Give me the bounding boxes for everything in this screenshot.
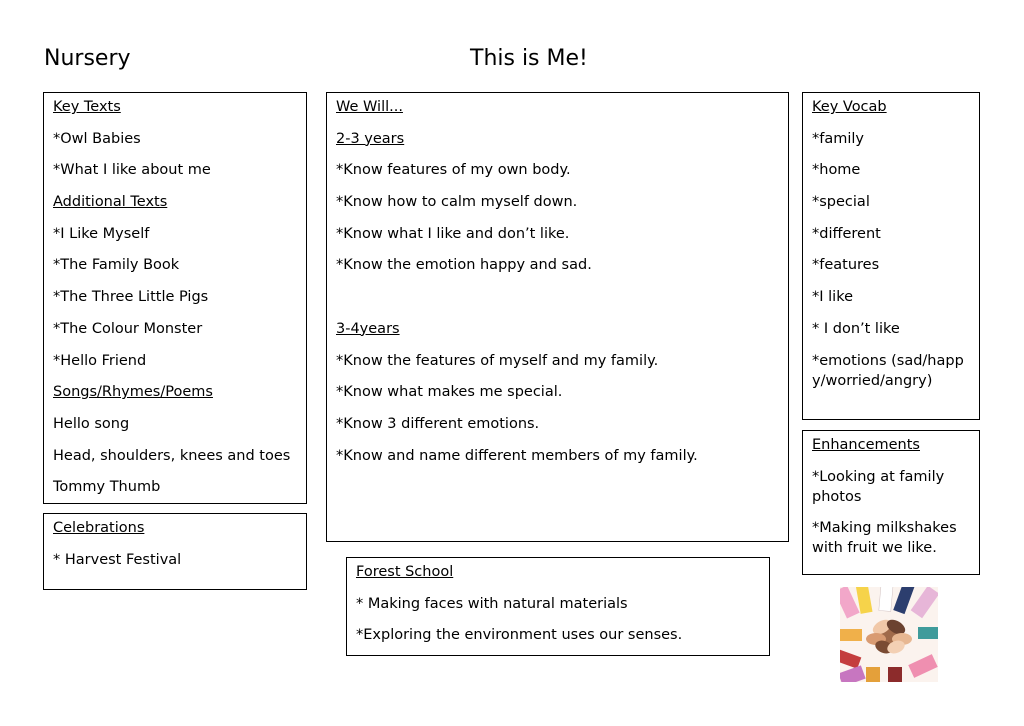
list-item: *Know how to calm myself down. [336, 194, 578, 211]
hands-illustration-graphic [840, 587, 938, 682]
we-will-heading: We Will... [336, 99, 403, 115]
page-title: This is Me! [470, 46, 588, 71]
list-item: Hello song [53, 415, 130, 432]
list-item: *Know the features of myself and my family. [336, 352, 659, 369]
nursery-label: Nursery [44, 46, 131, 71]
hands-together-illustration [840, 587, 938, 682]
key-texts-heading: Key Texts [53, 99, 121, 115]
list-item: *family [812, 130, 865, 147]
list-item: * Harvest Festival [53, 551, 182, 568]
we-will-box [326, 92, 789, 542]
list-item: *What I like about me [53, 162, 211, 179]
list-item: *The Family Book [53, 257, 180, 274]
list-item: *features [812, 257, 880, 274]
songs-heading: Songs/Rhymes/Poems [53, 384, 213, 401]
list-item: *Looking at family photos [812, 468, 945, 505]
enhancements-box [802, 430, 980, 575]
key-vocab-heading: Key Vocab [812, 99, 887, 115]
list-item: Tommy Thumb [53, 479, 161, 496]
list-item: *I like [812, 289, 853, 306]
key-texts-box [43, 92, 307, 504]
enhancements-heading: Enhancements [812, 437, 920, 453]
list-item: *Know 3 different emotions. [336, 415, 540, 432]
forest-school-box [346, 557, 770, 656]
list-item: *Know what makes me special. [336, 384, 563, 401]
list-item: *special [812, 194, 870, 211]
list-item: *Know what I like and don’t like. [336, 225, 570, 242]
celebrations-heading: Celebrations [53, 520, 145, 536]
list-item: *Know features of my own body. [336, 162, 571, 179]
list-item: Head, shoulders, knees and toes [53, 447, 291, 464]
key-vocab-box [802, 92, 980, 420]
additional-texts-heading: Additional Texts [53, 194, 168, 211]
list-item: *Making milkshakes with fruit we like. [812, 520, 957, 557]
list-item: * I don’t like [812, 320, 900, 337]
list-item: *The Three Little Pigs [53, 289, 209, 306]
list-item: *Know and name different members of my family. [336, 447, 698, 464]
celebrations-box [43, 513, 307, 590]
list-item: * Making faces with natural materials [356, 595, 628, 612]
list-item: *I Like Myself [53, 225, 150, 242]
spacer [336, 287, 779, 319]
age-2-3-heading: 2-3 years [336, 130, 405, 147]
list-item: *Owl Babies [53, 130, 141, 147]
list-item: *Exploring the environment uses our senses. [356, 627, 683, 644]
forest-school-heading: Forest School [356, 564, 454, 580]
age-3-4-heading: 3-4years [336, 320, 400, 337]
list-item: *emotions (sad/happy/worried/angry) [812, 352, 964, 389]
list-item: *different [812, 225, 881, 242]
list-item: *Hello Friend [53, 352, 147, 369]
list-item: *The Colour Monster [53, 320, 203, 337]
list-item: *home [812, 162, 861, 179]
list-item: *Know the emotion happy and sad. [336, 257, 592, 274]
